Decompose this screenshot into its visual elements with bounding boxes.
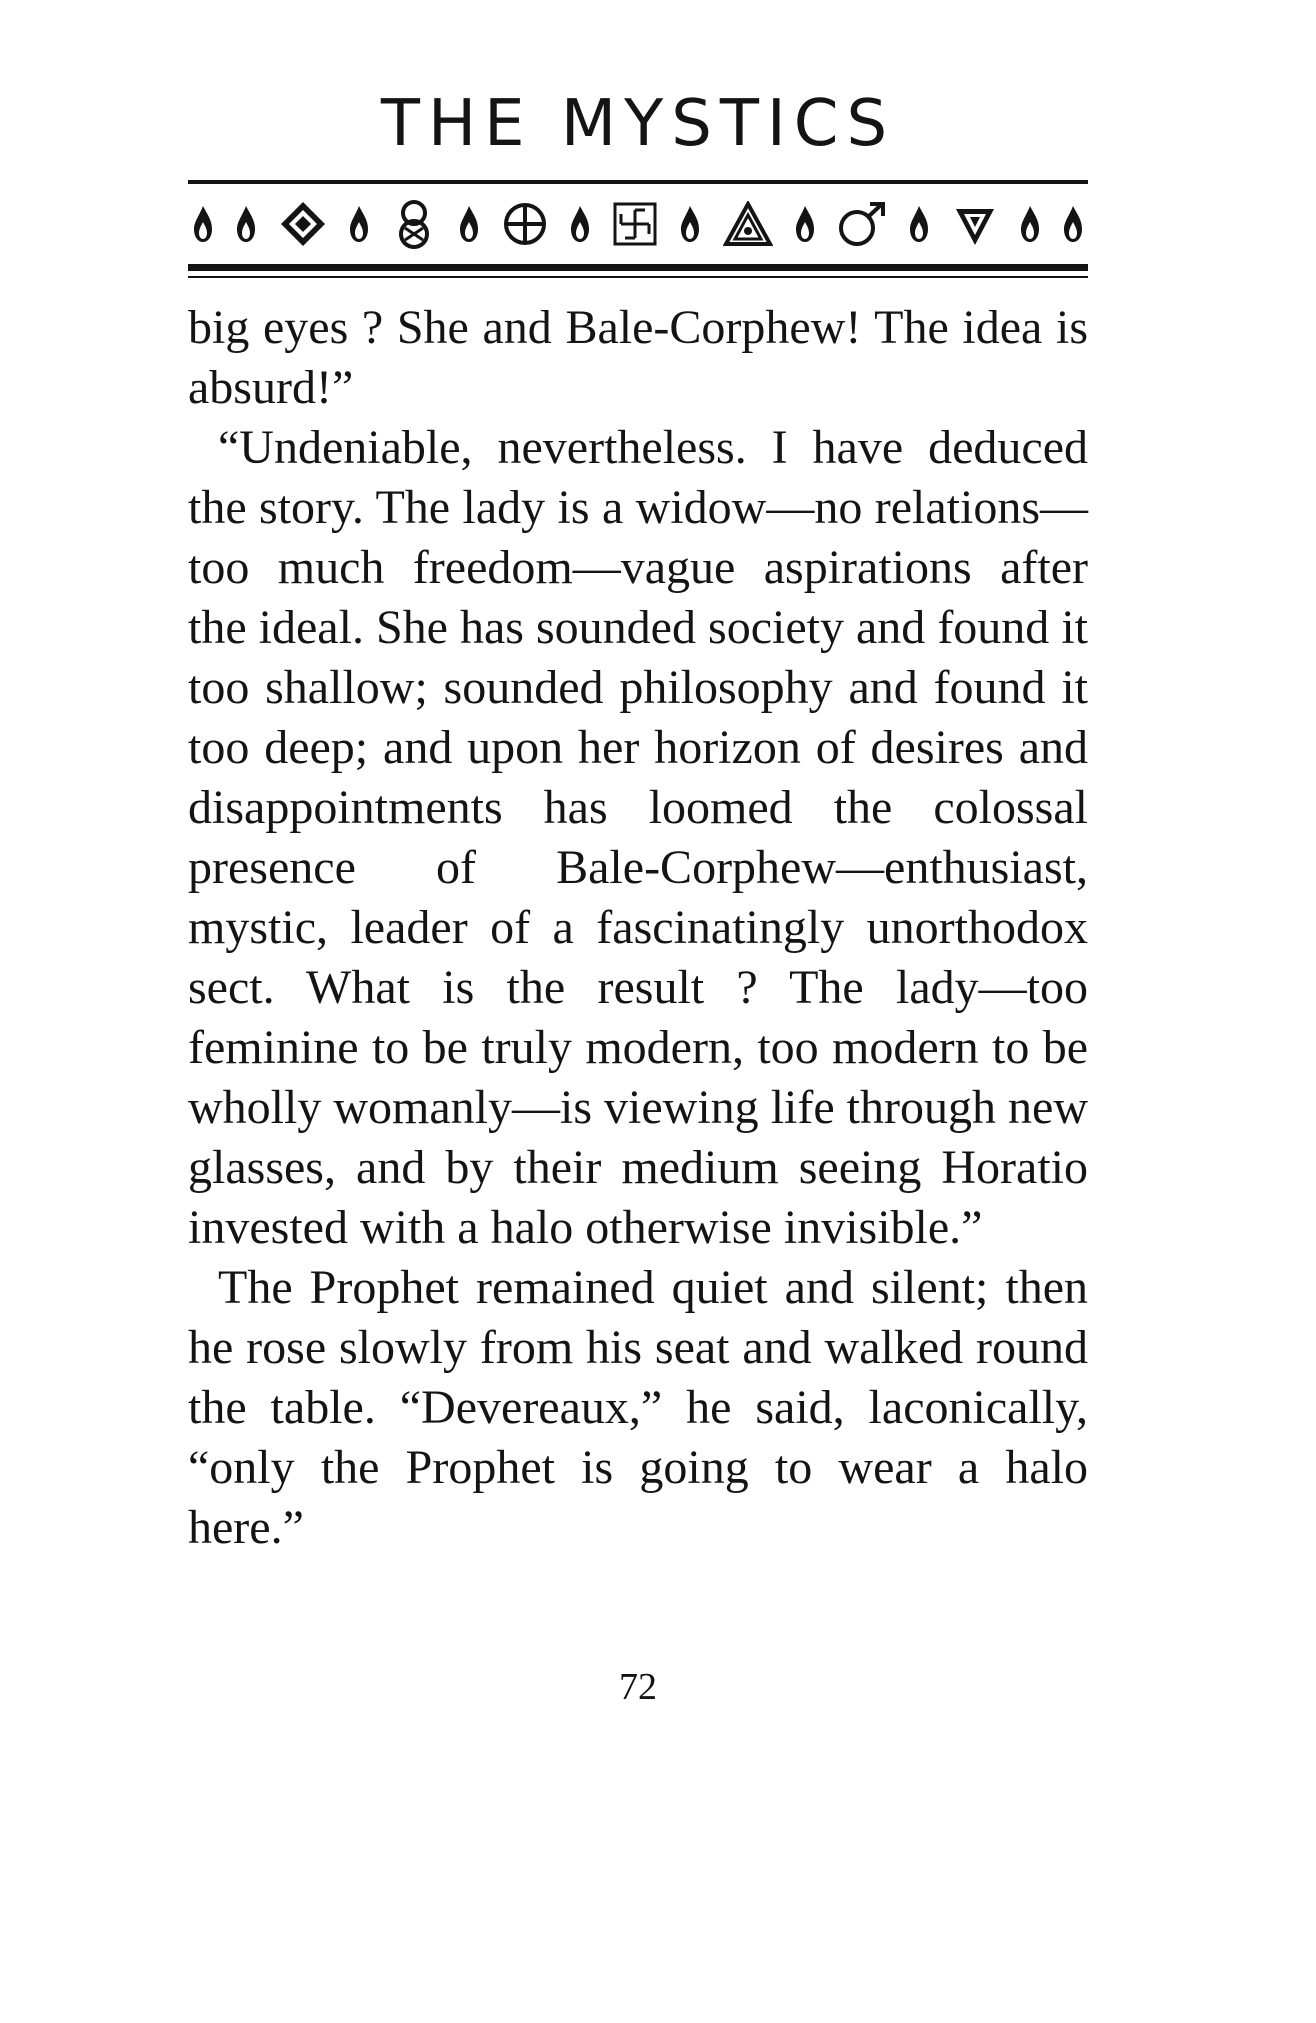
flame-icon [569,204,591,244]
figure-eight-icon [391,198,437,250]
flame-icon [458,204,480,244]
header-rule-thick [188,264,1088,271]
flame-icon [192,204,214,244]
header-rule-thin [188,276,1088,278]
flame-icon [908,204,930,244]
page-number: 72 [619,1666,657,1708]
paragraph-continuation: big eyes ? She and Bale-Corphew! The idea is absurd!” [188,301,1088,414]
ornament-band [188,188,1088,260]
flame-icon [235,204,257,244]
flame-icon [1062,204,1084,244]
heart-diamond-icon [952,201,998,247]
paragraph-prophet-reply: The Prophet remained quiet and silent; then he rose slowly from his seat and walked round the table. “Devereaux,” he said, laconically, “only the Prophet is going to wear a halo here.” [188,1261,1088,1554]
circled-cross-icon [502,201,548,247]
flame-icon [794,204,816,244]
flame-icon [1019,204,1041,244]
flame-icon [348,204,370,244]
flame-icon [679,204,701,244]
header-rule-top [188,180,1088,184]
running-title: THE MYSTICS [380,87,896,161]
mars-symbol-icon [837,200,887,248]
body-text [188,298,1088,1558]
diamond-eye-icon [279,200,327,248]
triangle-eye-icon [723,201,773,247]
paragraph-devereaux-speech: “Undeniable, nevertheless. I have deduced the story. The lady is a widow—no relations—too much freedom—vague aspirations after the ideal. She has sounded society and found it too shallow; sounded philosophy and found it too deep; and upon her horizon of desires and disappointments has loomed the colossal presence of Bale-Corphew—enthusiast, mystic, leader of a fascinatingly unorthodox sect. What is the result ? The lady—too feminine to be truly modern, too modern to be wholly womanly—is viewing life through new glasses, and by their medium seeing Horatio invested with a halo otherwise invisible.” [188,421,1088,1254]
swastika-square-icon [612,201,658,247]
